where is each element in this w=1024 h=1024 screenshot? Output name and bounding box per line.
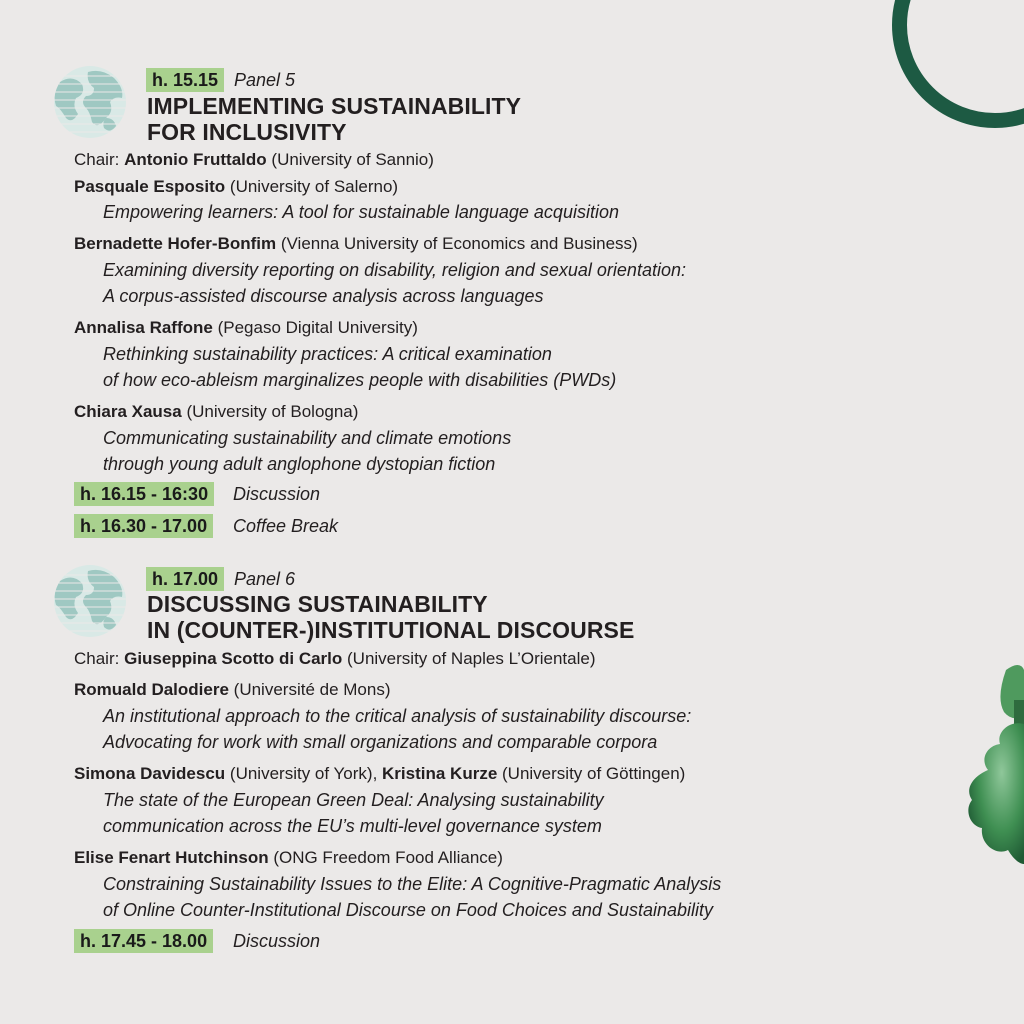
final-time-badge: h. 17.45 - 18.00 [74,929,213,953]
talk-title: of how eco-ableism marginalizes people with disabilities (PWDs) [103,370,617,390]
speaker-name: Pasquale Esposito [74,177,226,196]
chair-affiliation: (University of Sannio) [271,150,434,169]
talk-title: An institutional approach to the critical analysis of sustainability discourse: [103,706,692,726]
speaker-affiliation: (University of Bologna) [186,402,359,421]
speaker-line [74,232,638,256]
panel6-label: Panel 6 [234,569,296,589]
panel5-label: Panel 5 [234,70,296,90]
decorative-ring [892,0,1024,128]
globe-icon [52,64,128,140]
panel5-chair [74,148,434,172]
talk-title: A corpus-assisted discourse analysis across languages [103,286,544,306]
panel5-title-line2: FOR INCLUSIVITY [147,119,347,145]
globe-icon [52,563,128,639]
speaker-affiliation: (Pegaso Digital University) [217,318,418,337]
speaker-name: Elise Fenart Hutchinson [74,848,269,867]
break-time-badge: h. 16.15 - 16:30 [74,482,214,506]
talk-title: through young adult anglophone dystopian fiction [103,454,496,474]
talk-title: Advocating for work with small organizations and comparable corpora [103,732,658,752]
break-label: Coffee Break [233,516,339,536]
speaker-line [74,762,685,786]
panel5-time-badge: h. 15.15 [146,68,224,92]
panel6-title-line2: IN (COUNTER-)INSTITUTIONAL DISCOURSE [147,617,635,643]
break-time-badge: h. 16.30 - 17.00 [74,514,213,538]
speaker-name: Romuald Dalodiere [74,680,229,699]
talk-title: The state of the European Green Deal: Analysing sustainability [103,790,604,810]
chair-affiliation: (University of Naples L’Orientale) [347,649,596,668]
panel5-title-line1: IMPLEMENTING SUSTAINABILITY [147,93,522,119]
talk-title: of Online Counter-Institutional Discourse on Food Choices and Sustainability [103,900,714,920]
speaker-affiliation: (Université de Mons) [233,680,391,699]
chair-name: Antonio Fruttaldo [124,150,267,169]
chair-name: Giuseppina Scotto di Carlo [124,649,343,668]
speaker-line [74,678,390,702]
talk-title: Rethinking sustainability practices: A critical examination [103,344,552,364]
speaker-name: Kristina Kurze [382,764,498,783]
speaker-affiliation: (Vienna University of Economics and Business) [280,234,638,253]
final-label: Discussion [233,931,321,951]
chair-prefix: Chair: [74,649,120,668]
break-label: Discussion [233,484,321,504]
talk-title: Examining diversity reporting on disability, religion and sexual orientation: [103,260,686,280]
talk-title: Communicating sustainability and climate emotions [103,428,512,448]
speaker-line [74,846,503,870]
speaker-affiliation: (University of York), [229,764,378,783]
panel6-chair [74,647,596,671]
speaker-name: Chiara Xausa [74,402,182,421]
speaker-affiliation: (University of Salerno) [229,177,399,196]
tree-icon [960,660,1024,870]
talk-title: Constraining Sustainability Issues to the Elite: A Cognitive-Pragmatic Analysis [103,874,722,894]
speaker-line [74,175,398,199]
speaker-name: Bernadette Hofer-Bonfim [74,234,277,253]
speaker-name: Simona Davidescu [74,764,226,783]
talk-title: Empowering learners: A tool for sustainable language acquisition [103,202,619,222]
speaker-name: Annalisa Raffone [74,318,213,337]
speaker-line [74,400,358,424]
panel6-title-line1: DISCUSSING SUSTAINABILITY [147,591,488,617]
talk-title: communication across the EU’s multi-level governance system [103,816,602,836]
chair-prefix: Chair: [74,150,120,169]
speaker-line [74,316,418,340]
panel6-time-badge: h. 17.00 [146,567,224,591]
speaker-affiliation: (University of Göttingen) [502,764,686,783]
speaker-affiliation: (ONG Freedom Food Alliance) [273,848,503,867]
